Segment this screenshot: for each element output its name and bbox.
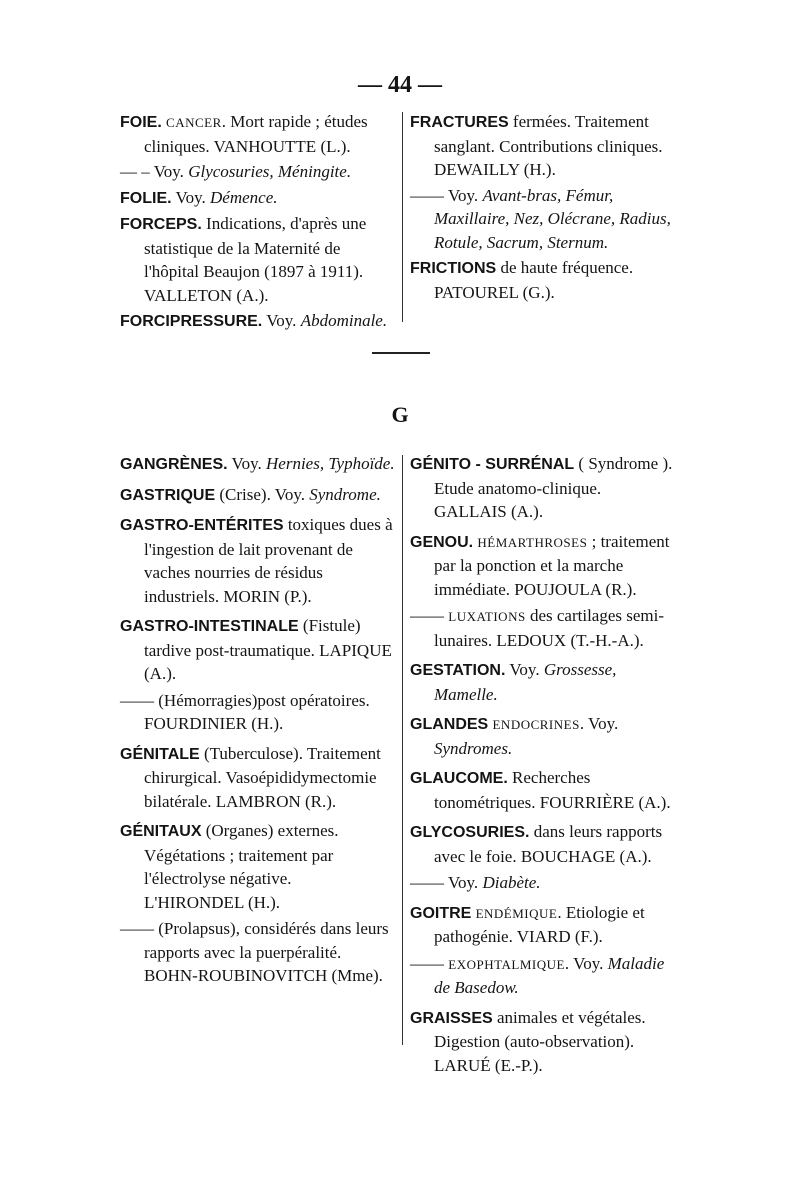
entry-text: (Organes) externes. Végétations ; traitement par l'électrolyse négative. L'HIRONDEL (H.). [144, 821, 339, 912]
index-entry [410, 256, 678, 304]
entry-subheading: EXOPHTALMIQUE [448, 956, 565, 972]
index-entry [410, 766, 678, 814]
entry-text: (Fistule) tardive post-traumatique. LAPIQUE (A.). [144, 616, 392, 683]
entry-text: —— [410, 606, 449, 625]
index-entry [120, 819, 395, 914]
index-entry [120, 186, 395, 211]
entry-text: Recherches tonométriques. FOURRIÈRE (A.). [434, 768, 671, 812]
entry-text: —— [410, 953, 449, 973]
entry-reference-italic: Hernies, Typhoïde. [266, 454, 395, 473]
index-entry [120, 614, 395, 686]
index-entry [120, 917, 395, 988]
entry-headword: GASTRO-INTESTINALE [120, 618, 299, 635]
entry-text: ; traitement par la ponction et la marche immédiate. POUJOULA (R.). [434, 531, 670, 599]
index-entry [410, 712, 678, 760]
index-column-top-right [410, 110, 678, 306]
entry-text: Indications, d'après une statistique de la Maternité de l'hôpital Beaujon (1897 à 1911). VALLETON (A.). [144, 214, 367, 305]
page-number: — 44 — [358, 72, 442, 98]
entry-text: toxiques dues à l'ingestion de lait provenant de vaches nourries de résidus industriels. MORIN (P.). [144, 515, 393, 606]
entry-headword: FORCIPRESSURE. [120, 313, 263, 330]
index-entry [410, 604, 678, 652]
entry-text: — – Voy. [120, 162, 189, 181]
entry-text: —— Voy. [410, 873, 483, 892]
entry-headword: GÉNITO - SURRÉNAL [410, 456, 575, 473]
entry-text: —— (Hémorragies)post opératoires. FOURDINIER (H.). [120, 690, 370, 733]
index-column-bottom-right [410, 452, 678, 1083]
index-entry [410, 871, 678, 895]
entry-text: Voy. [227, 454, 267, 473]
entry-headword: GASTRIQUE [120, 486, 216, 504]
entry-reference-italic: Diabète. [482, 873, 541, 892]
entry-text: fermées. Traitement sanglant. Contributions cliniques. DEWAILLY (H.). [434, 112, 663, 179]
entry-reference-italic: Maladie de Basedow. [434, 953, 665, 997]
entry-reference-italic: Syndrome. [309, 484, 381, 504]
index-entry [410, 184, 678, 255]
index-entry [120, 110, 395, 158]
entry-headword: GÉNITALE [120, 745, 200, 763]
entry-headword: FORCEPS. [120, 216, 202, 233]
index-entry [410, 530, 678, 602]
entry-text: ( Syndrome ). Etude anatomo-clinique. GALLAIS (A.). [434, 454, 673, 521]
entry-headword: FRICTIONS [410, 260, 497, 277]
entry-text: Voy. [171, 187, 210, 207]
entry-text: (Crise). Voy. [215, 484, 310, 504]
entry-headword: FOLIE. [120, 189, 172, 207]
entry-text: —— Voy. [410, 185, 483, 205]
entry-reference-italic: Grossesse, Mamelle. [434, 660, 617, 704]
index-entry [410, 110, 678, 182]
index-entry [410, 901, 678, 949]
section-separator-rule [372, 352, 430, 354]
entry-text: de haute fréquence. PATOUREL (G.). [434, 258, 634, 302]
index-entry [410, 1006, 678, 1078]
index-entry [410, 820, 678, 868]
entry-text: animales et végétales. Digestion (auto-observation). LARUÉ (E.-P.). [434, 1007, 646, 1075]
index-entry [410, 952, 678, 1000]
entry-text: . Mort rapide ; études cliniques. VANHOUTTE (L.). [144, 112, 368, 156]
index-entry [120, 212, 395, 307]
entry-text: Voy. [262, 311, 301, 330]
entry-headword: GENOU. [410, 533, 474, 551]
entry-headword: GOITRE [410, 904, 472, 922]
index-entry [120, 160, 395, 184]
entry-headword: FOIE. [120, 114, 162, 131]
entry-reference-italic: Syndromes. [434, 738, 513, 758]
entry-headword: GANGRÈNES. [120, 456, 228, 473]
entry-reference-italic: Abdominale. [300, 311, 388, 330]
index-entry [120, 452, 395, 477]
index-entry [120, 742, 395, 814]
index-column-top-left [120, 110, 395, 336]
index-entry [120, 513, 395, 608]
entry-subheading: HÉMARTHROSES [477, 534, 588, 550]
entry-reference-italic: Avant-bras, Fémur, Maxillaire, Nez, Olécrane, Radius, Rotule, Sacrum, Sternum. [434, 185, 671, 252]
index-column-bottom-left [120, 452, 395, 994]
entry-subheading: ENDÉMIQUE [475, 905, 558, 921]
entry-headword: GÉNITAUX [120, 823, 202, 840]
entry-headword: GRAISSES [410, 1009, 493, 1027]
index-entry [410, 658, 678, 706]
entry-headword: GLANDES [410, 716, 489, 733]
entry-text: des cartilages semi-lunaires. LEDOUX (T.-H.-A.). [434, 606, 665, 650]
entry-text: dans leurs rapports avec le foie. BOUCHAGE (A.). [434, 822, 663, 866]
entry-text: . Etiologie et pathogénie. VIARD (F.). [434, 902, 645, 946]
column-divider-top [402, 112, 403, 322]
index-entry [410, 452, 678, 524]
index-entry [120, 483, 395, 508]
index-entry [120, 689, 395, 736]
column-divider-bottom [402, 455, 403, 1045]
entry-text: Voy. [505, 660, 544, 679]
entry-subheading: LUXATIONS [448, 609, 526, 624]
entry-reference-italic: Glycosuries, Méningite. [188, 162, 352, 181]
entry-text: —— (Prolapsus), considérés dans leurs rapports avec la puerpéralité. BOHN-ROUBINOVITCH (Mme). [120, 919, 389, 985]
entry-headword: GASTRO-ENTÉRITES [120, 517, 284, 534]
entry-text: . Voy. [579, 714, 619, 733]
index-entry [120, 309, 395, 334]
section-letter: G [391, 402, 409, 427]
entry-subheading: ENDOCRINES [492, 717, 580, 732]
entry-text: (Tuberculose). Traitement chirurgical. Vasoépididymectomie bilatérale. LAMBRON (R.). [144, 743, 381, 811]
entry-headword: GLAUCOME. [410, 770, 508, 787]
entry-subheading: CANCER [166, 115, 222, 130]
entry-headword: FRACTURES [410, 114, 509, 131]
entry-headword: GLYCOSURIES. [410, 824, 530, 841]
entry-reference-italic: Démence. [210, 187, 278, 207]
entry-headword: GESTATION. [410, 662, 506, 679]
entry-text: . Voy. [564, 953, 608, 973]
